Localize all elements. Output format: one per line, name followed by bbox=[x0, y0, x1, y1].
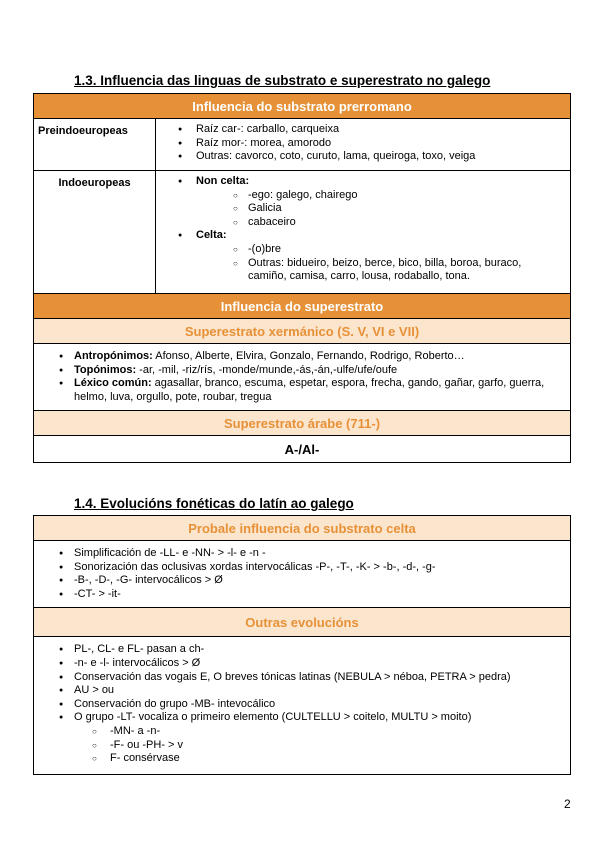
item-key: Léxico común: bbox=[74, 377, 152, 390]
preindo-content bbox=[156, 119, 571, 171]
list-item bbox=[156, 229, 570, 283]
list-item: ● -n- e -l- intervocálicos > Ø bbox=[34, 657, 570, 671]
xermanico-content bbox=[34, 344, 571, 411]
list-item: ○ -F- ou -PH- > v bbox=[34, 739, 570, 753]
list-item: ○ F- consérvase bbox=[34, 752, 570, 766]
section-1-title: 1.3. Influencia das linguas de substrato e superestrato no galego bbox=[74, 73, 491, 88]
list-item: ○ Galicia bbox=[196, 202, 570, 216]
list-item: ● Raíz car-: carballo, carqueixa bbox=[156, 123, 570, 137]
item-text: -ar, -mil, -riz/rís, -monde/munde,-ás,-án,-ulfe/ufe/oufe bbox=[136, 363, 398, 376]
list-item bbox=[34, 377, 570, 404]
list-item: ● O grupo -LT- vocaliza o primeiro elemento (CULTELLU > coitelo, MULTU > moito) bbox=[34, 711, 570, 725]
outras-content bbox=[34, 637, 571, 774]
list-item: ● AU > ou bbox=[34, 684, 570, 698]
list-item: ● Conservación do grupo -MB- intevocálico bbox=[34, 698, 570, 712]
item-text: agasallar, branco, escuma, espetar, espora, frecha, gando, gañar, garfo, guerra, helmo, luva, orgullo, pote, roubar, tregua bbox=[74, 377, 545, 403]
item-key: Topónimos: bbox=[74, 363, 137, 376]
indo-label: Indoeuropeas bbox=[34, 171, 156, 294]
substrato-superestrato-table bbox=[33, 93, 571, 463]
celta-label: Celta: bbox=[196, 229, 227, 242]
indo-content bbox=[156, 171, 571, 294]
list-item: ● Simplificación de -LL- e -NN- > -l- e -n - bbox=[34, 547, 570, 561]
outras-header: Outras evolucións bbox=[34, 608, 571, 637]
list-item: ● Raíz mor-: morea, amorodo bbox=[156, 137, 570, 151]
arabe-content: A-/Al- bbox=[34, 436, 571, 463]
list-item: ○ cabaceiro bbox=[196, 216, 570, 230]
list-item: ● -CT- > -it- bbox=[34, 588, 570, 602]
superestrato-header: Influencia do superestrato bbox=[34, 294, 571, 319]
page-number: 2 bbox=[564, 797, 571, 811]
evolucions-table bbox=[33, 515, 571, 775]
list-item bbox=[34, 350, 570, 364]
list-item bbox=[156, 175, 570, 229]
list-item: ● Conservación das vogais E, O breves tónicas latinas (NEBULA > néboa, PETRA > pedra) bbox=[34, 671, 570, 685]
substrato-header: Influencia do substrato prerromano bbox=[34, 94, 571, 119]
celta-influence-header: Probale influencia do substrato celta bbox=[34, 516, 571, 541]
list-item: ● Outras: cavorco, coto, curuto, lama, queiroga, toxo, veiga bbox=[156, 150, 570, 164]
list-item: ● -B-, -D-, -G- intervocálicos > Ø bbox=[34, 574, 570, 588]
noncelta-label: Non celta: bbox=[196, 175, 250, 187]
celta-influence-content bbox=[34, 541, 571, 608]
preindo-label: Preindoeuropeas bbox=[34, 119, 156, 171]
item-key: Antropónimos: bbox=[74, 350, 153, 362]
list-item: ○ Outras: bidueiro, beizo, berce, bico, billa, boroa, buraco, camiño, camisa, carro, lousa, rodaballo, tona. bbox=[196, 257, 570, 284]
xermanico-header: Superestrato xermánico (S. V, VI e VII) bbox=[34, 319, 571, 344]
arabe-header: Superestrato árabe (711-) bbox=[34, 411, 571, 436]
list-item: ○ -(o)bre bbox=[196, 243, 570, 257]
list-item: ○ -ego: galego, chairego bbox=[196, 189, 570, 203]
list-item: ● PL-, CL- e FL- pasan a ch- bbox=[34, 643, 570, 657]
list-item: ○ -MN- a -n- bbox=[34, 725, 570, 739]
list-item: ● Sonorización das oclusivas xordas intervocálicas -P-, -T-, -K- > -b-, -d-, -g- bbox=[34, 561, 570, 575]
section-2-title: 1.4. Evolucións fonéticas do latín ao galego bbox=[74, 496, 354, 511]
item-text: Afonso, Alberte, Elvira, Gonzalo, Fernando, Rodrigo, Roberto… bbox=[152, 350, 465, 362]
list-item bbox=[34, 364, 570, 378]
